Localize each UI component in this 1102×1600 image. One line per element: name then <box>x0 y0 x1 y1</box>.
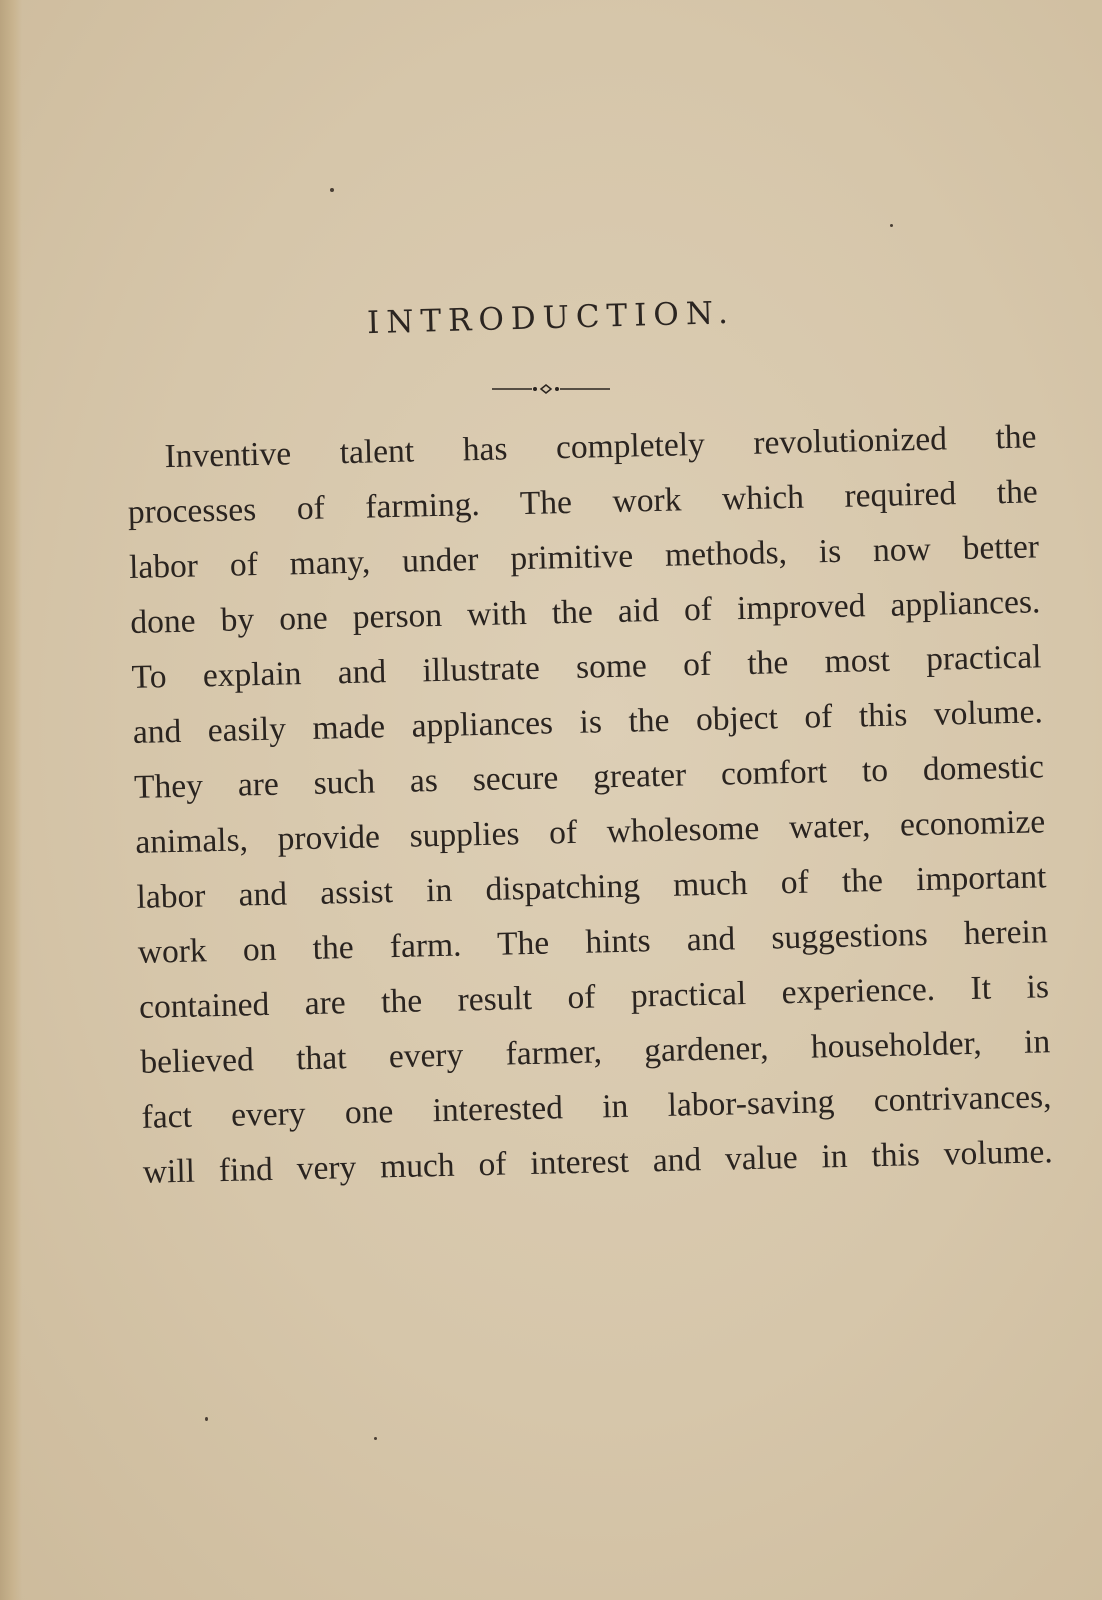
paragraph-line: fact every one interested in labor-saving contrivances, <box>141 1078 1052 1136</box>
paragraph-line: work on the farm. The hints and suggestions herein <box>137 913 1049 971</box>
paper-speck <box>205 1417 208 1421</box>
paragraph-line: labor of many, under primitive methods, is now better <box>128 528 1040 586</box>
paragraph-line: done by one person with the aid of improved appliances. <box>129 583 1041 641</box>
paragraph-line: They are such as secure greater comfort to domestic <box>133 748 1045 806</box>
paragraph-line: animals, provide supplies of wholesome water, economize <box>134 803 1046 861</box>
paragraph-line: processes of farming. The work which required the <box>127 473 1039 531</box>
paragraph-line: and easily made appliances is the object of this volume. <box>132 693 1044 751</box>
paragraph-line: labor and assist in dispatching much of the important <box>136 858 1047 916</box>
rule-with-diamond-icon <box>492 382 610 396</box>
paper-speck <box>330 188 334 192</box>
paragraph-line: To explain and illustrate some of the most practical <box>131 638 1042 696</box>
page-left-edge <box>0 0 22 1600</box>
page-title: INTRODUCTION. <box>366 294 736 342</box>
paper-speck <box>374 1437 377 1440</box>
paragraph-line: believed that every farmer, gardener, householder, in <box>139 1023 1051 1081</box>
paragraph-line: contained are the result of practical experience. It is <box>138 968 1050 1026</box>
paper-speck <box>890 224 893 227</box>
introduction-paragraph <box>126 409 1053 1199</box>
paragraph-line: Inventive talent has completely revolutionized the <box>164 418 1037 476</box>
paragraph-line: will find very much of interest and value in this volume. <box>142 1133 1054 1191</box>
